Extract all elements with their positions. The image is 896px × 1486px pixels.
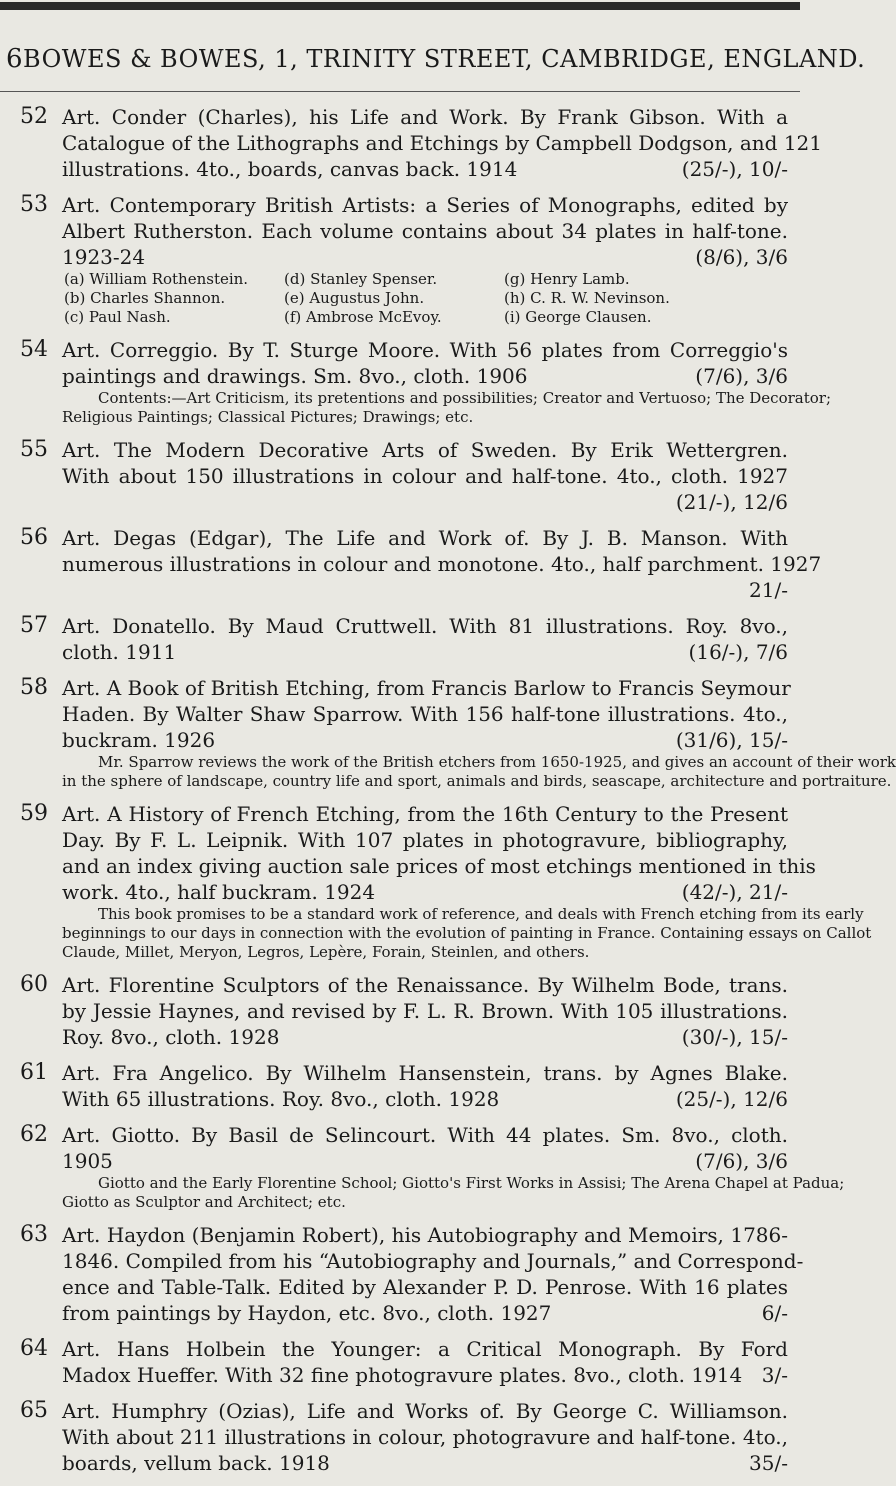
volume-item: (b) Charles Shannon. — [64, 289, 226, 307]
volume-item: (d) Stanley Spenser. — [284, 270, 438, 288]
catalogue-entry — [0, 1060, 800, 1112]
catalogue-entries — [0, 104, 896, 1486]
entry-line: Art. Contemporary British Artists: a Series of Monographs, edited by — [62, 193, 788, 217]
catalogue-entry — [0, 104, 822, 182]
entry-line: Art. Hans Holbein the Younger: a Critical Monograph. By Ford — [62, 1337, 788, 1361]
catalogue-entry — [0, 192, 800, 327]
catalogue-entry — [0, 1222, 804, 1326]
entry-price: (25/-), 12/6 — [675, 1087, 788, 1111]
entry-note: This book promises to be a standard work of reference, and deals with French etching from its early — [98, 905, 864, 923]
entry-number: 64 — [20, 1336, 48, 1361]
entry-line: Catalogue of the Lithographs and Etchings by Campbell Dodgson, and 121 — [62, 131, 822, 155]
volume-item: (h) C. R. W. Nevinson. — [504, 289, 670, 307]
catalogue-entry — [0, 1398, 800, 1476]
entry-text: With 65 illustrations. Roy. 8vo., cloth. 1928 — [62, 1087, 500, 1111]
volume-item: (c) Paul Nash. — [64, 308, 171, 326]
catalogue-entry — [0, 525, 822, 603]
entry-price: (16/-), 7/6 — [688, 640, 788, 664]
entry-number: 57 — [20, 613, 48, 638]
entry-number: 65 — [20, 1398, 48, 1423]
entry-line: Albert Rutherston. Each volume contains about 34 plates in half-tone. — [62, 219, 788, 243]
entry-line: Art. Degas (Edgar), The Life and Work of. By J. B. Manson. With — [62, 526, 788, 550]
entry-line: Haden. By Walter Shaw Sparrow. With 156 half-tone illustrations. 4to., — [62, 702, 788, 726]
entry-line — [62, 639, 788, 665]
page-number: 6 — [6, 44, 24, 74]
entry-number: 52 — [20, 104, 48, 129]
entry-line — [62, 1024, 788, 1050]
entry-line — [62, 879, 788, 905]
entry-price: (42/-), 21/- — [681, 880, 788, 904]
catalogue-entry — [0, 801, 872, 962]
page-title: BOWES & BOWES, 1, TRINITY STREET, CAMBRIDGE, ENGLAND. — [23, 45, 866, 73]
header-rule — [0, 91, 800, 92]
entry-text: Madox Hueffer. With 32 fine photogravure plates. 8vo., cloth. 1914 — [62, 1363, 743, 1387]
entry-text: paintings and drawings. Sm. 8vo., cloth. 1906 — [62, 364, 528, 388]
entry-line: Day. By F. L. Leipnik. With 107 plates in photogravure, bibliography, — [62, 828, 788, 852]
catalogue-entry — [0, 437, 800, 515]
entry-price: (31/6), 15/- — [675, 728, 788, 752]
entry-number: 59 — [20, 801, 48, 826]
volume-item: (i) George Clausen. — [504, 308, 652, 326]
entry-note: in the sphere of landscape, country life and sport, animals and birds, seascape, architecture and portraiture. — [62, 772, 892, 790]
catalogue-entry — [0, 1122, 845, 1212]
entry-line: by Jessie Haynes, and revised by F. L. R. Brown. With 105 illustrations. — [62, 999, 788, 1023]
entry-number: 53 — [20, 192, 48, 217]
entry-text: from paintings by Haydon, etc. 8vo., cloth. 1927 — [62, 1301, 552, 1325]
entry-line: Art. Haydon (Benjamin Robert), his Autobiography and Memoirs, 1786- — [62, 1223, 788, 1247]
entry-price: (25/-), 10/- — [681, 157, 788, 181]
volume-item: (e) Augustus John. — [284, 289, 425, 307]
entry-number: 60 — [20, 972, 48, 997]
catalogue-entry — [0, 675, 896, 791]
entry-line — [62, 1086, 788, 1112]
volume-list — [62, 270, 788, 327]
page-header — [6, 44, 866, 78]
entry-line — [62, 1362, 788, 1388]
entry-line: Art. Humphry (Ozias), Life and Works of. By George C. Williamson. — [62, 1399, 788, 1423]
entry-note: Mr. Sparrow reviews the work of the British etchers from 1650-1925, and gives an account of their work — [98, 753, 896, 771]
entry-note: Giotto and the Early Florentine School; Giotto's First Works in Assisi; The Arena Chapel at Padua; — [98, 1174, 845, 1192]
entry-line — [62, 1148, 788, 1174]
entry-line: Art. Correggio. By T. Sturge Moore. With 56 plates from Correggio's — [62, 338, 788, 362]
entry-line: With about 150 illustrations in colour and half-tone. 4to., cloth. 1927 — [62, 464, 788, 488]
entry-line — [62, 244, 788, 270]
volume-item: (a) William Rothenstein. — [64, 270, 249, 288]
entry-number: 56 — [20, 525, 48, 550]
entry-text: illustrations. 4to., boards, canvas back. 1914 — [62, 157, 518, 181]
entry-text: buckram. 1926 — [62, 728, 216, 752]
volume-item: (f) Ambrose McEvoy. — [284, 308, 442, 326]
entry-line: Art. Giotto. By Basil de Selincourt. With 44 plates. Sm. 8vo., cloth. — [62, 1123, 788, 1147]
entry-line: 1846. Compiled from his “Autobiography and Journals,” and Correspond- — [62, 1249, 804, 1273]
entry-text: 1905 — [62, 1149, 113, 1173]
entry-note: Giotto as Sculptor and Architect; etc. — [62, 1193, 346, 1211]
entry-number: 58 — [20, 675, 48, 700]
entry-line: Art. A Book of British Etching, from Francis Barlow to Francis Seymour — [62, 676, 791, 700]
entry-line — [62, 489, 788, 515]
entry-line: ence and Table-Talk. Edited by Alexander P. D. Penrose. With 16 plates — [62, 1275, 788, 1299]
entry-line — [62, 727, 788, 753]
catalogue-entry — [0, 1336, 800, 1388]
entry-text: Roy. 8vo., cloth. 1928 — [62, 1025, 280, 1049]
entry-price: (8/6), 3/6 — [695, 245, 788, 269]
entry-price: 21/- — [749, 578, 788, 602]
entry-line — [62, 577, 788, 603]
entry-text: boards, vellum back. 1918 — [62, 1451, 330, 1475]
catalogue-entry — [0, 337, 831, 427]
catalogue-entry — [0, 613, 800, 665]
entry-note: Religious Paintings; Classical Pictures; Drawings; etc. — [62, 408, 474, 426]
entry-price: 3/- — [761, 1363, 788, 1387]
entry-number: 54 — [20, 337, 48, 362]
entry-note: Claude, Millet, Meryon, Legros, Lepère, Forain, Steinlen, and others. — [62, 943, 590, 961]
entry-text: 1923-24 — [62, 245, 146, 269]
entry-line: numerous illustrations in colour and monotone. 4to., half parchment. 1927 — [62, 552, 822, 576]
entry-line: Art. Fra Angelico. By Wilhelm Hansenstein, trans. by Agnes Blake. — [62, 1061, 788, 1085]
entry-note: beginnings to our days in connection with the evolution of painting in France. Containing essays on Callot — [62, 924, 872, 942]
entry-price: 6/- — [761, 1301, 788, 1325]
entry-line: With about 211 illustrations in colour, photogravure and half-tone. 4to., — [62, 1425, 788, 1449]
entry-line — [62, 1450, 788, 1476]
volume-item: (g) Henry Lamb. — [504, 270, 630, 288]
entry-price: (7/6), 3/6 — [695, 364, 788, 388]
entry-price: (30/-), 15/- — [681, 1025, 788, 1049]
entry-number: 63 — [20, 1222, 48, 1247]
entry-note: Contents:—Art Criticism, its pretentions and possibilities; Creator and Vertuoso; The Decorator; — [98, 389, 831, 407]
entry-line: Art. A History of French Etching, from the 16th Century to the Present — [62, 802, 788, 826]
catalogue-entry — [0, 972, 800, 1050]
entry-price: (7/6), 3/6 — [695, 1149, 788, 1173]
entry-line: Art. Conder (Charles), his Life and Work. By Frank Gibson. With a — [62, 105, 788, 129]
entry-line — [62, 1300, 788, 1326]
entry-price: 35/- — [749, 1451, 788, 1475]
entry-number: 61 — [20, 1060, 48, 1085]
entry-price: (21/-), 12/6 — [675, 490, 788, 514]
entry-line: Art. The Modern Decorative Arts of Sweden. By Erik Wettergren. — [62, 438, 788, 462]
entry-text: cloth. 1911 — [62, 640, 177, 664]
entry-line: Art. Donatello. By Maud Cruttwell. With 81 illustrations. Roy. 8vo., — [62, 614, 788, 638]
entry-line — [62, 363, 788, 389]
entry-line: and an index giving auction sale prices of most etchings mentioned in this — [62, 854, 816, 878]
entry-line: Art. Florentine Sculptors of the Renaissance. By Wilhelm Bode, trans. — [62, 973, 788, 997]
entry-text: work. 4to., half buckram. 1924 — [62, 880, 376, 904]
entry-line — [62, 156, 788, 182]
top-rule — [0, 2, 800, 10]
entry-number: 55 — [20, 437, 48, 462]
entry-number: 62 — [20, 1122, 48, 1147]
